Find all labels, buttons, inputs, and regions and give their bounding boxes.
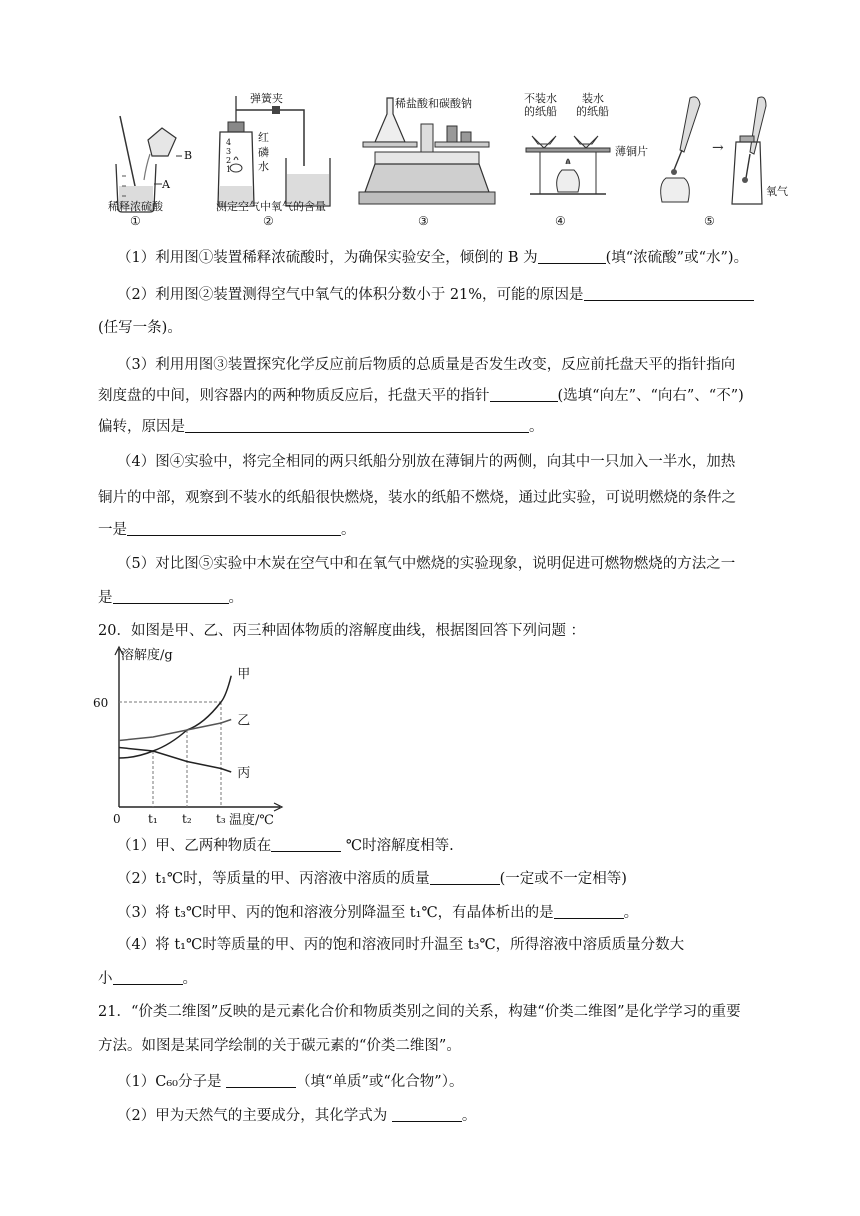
fig4-plate-label: 薄铜片 [615,145,648,158]
q19-item-4-cont: 铜片的中部，观察到不装水的纸船很快燃烧，装水的纸船不燃烧，通过此实验，可说明燃烧的条件之 [98,490,736,506]
figure-1-dilution [110,116,193,236]
answer-blank[interactable] [430,868,500,885]
x-axis-label: 温度/℃ [229,813,274,828]
series-label-丙: 丙 [237,766,251,781]
figure-3-balance [355,94,500,214]
fig2-caption: 测定空气中氧气的含量 [216,200,326,213]
q19-item-4: （4）图④实验中，将完全相同的两只纸船分别放在薄铜片的两侧，向其中一只加入一半水，加热 [117,454,736,470]
fig2-tick: 1 [226,165,232,174]
answer-blank[interactable] [127,519,341,536]
fig5-oxygen-label: 氧气 [766,185,788,198]
q20-stem: 20．如图是甲、乙、丙三种固体物质的溶解度曲线，根据图回答下列问题 ： [98,623,586,639]
x-tick-t2: t₂ [182,812,192,826]
y-tick-60: 60 [93,696,109,710]
x-tick-0: 0 [113,812,121,826]
figure-2-oxygen-measure [212,96,342,216]
answer-blank[interactable] [113,968,183,985]
fig2-clip-label: 弹簧夹 [250,92,283,105]
fig2-water-label: 水 [258,160,269,173]
q20-item-2: （2）t₁℃时，等质量的甲、丙溶液中溶质的质量 (一定或不一定相等) [117,868,627,889]
answer-blank[interactable] [226,1071,296,1088]
q19-item-3: （3）利用用图③装置探究化学反应前后物质的总质量是否发生改变，反应前托盘天平的指针指向 [117,357,736,373]
fig2-ticks [226,138,231,174]
q19-item-4-cont2: 一是 。 [98,519,356,540]
q19-item-3-reason: 偏转，原因是 。 [98,416,544,437]
fig3-number: ③ [418,214,429,228]
series-line-乙 [119,720,231,741]
answer-blank[interactable] [113,587,229,604]
q20-item-4: （4）将 t₁℃时等质量的甲、丙的饱和溶液同时升温至 t₃℃，所得溶液中溶质质量分数大 [117,937,685,953]
q19-item-2-cont: (任写一条)。 [98,320,182,336]
answer-blank[interactable] [185,416,529,433]
fig4-number: ④ [555,214,566,228]
q21-item-1: （1）C₆₀分子是 （填“单质”或“化合物”）。 [117,1071,463,1092]
fig2-tick: 3 [226,147,232,156]
q20-item-4-cont: 小 。 [98,968,197,989]
series-label-乙: 乙 [237,713,251,729]
q19-item-2: （2）利用图②装置测得空气中氧气的体积分数小于 21%，可能的原因是 [117,284,754,305]
answer-blank[interactable] [554,902,624,919]
fig1-caption: 稀释浓硫酸 [108,200,163,213]
series-label-甲: 甲 [237,666,251,682]
svg-text:→: → [712,140,724,156]
fig4-right-label-a: 装水 [582,92,604,105]
answer-blank[interactable] [584,284,754,301]
fig4-left-label-b: 的纸船 [524,105,557,118]
x-tick-t1: t₁ [148,812,158,826]
fig2-p-label: 磷 [258,146,269,159]
q19-item-5: （5）对比图⑤实验中木炭在空气中和在氧气中燃烧的实验现象，说明促进可燃物燃烧的方法之一 [117,556,736,572]
fig2-number: ② [263,214,274,228]
q21-stem-1: 21．“价类二维图”反映的是元素化合价和物质类别之间的关系，构建“价类二维图”是化学学习的重要 [98,1004,741,1020]
fig1-label-b: B [184,149,193,162]
figure-4-paper-boats [520,105,630,218]
y-axis-label: 溶解度/g [121,648,173,663]
fig2-red-label: 红 [258,131,269,144]
x-tick-t3: t₃ [216,812,226,826]
fig3-label: 稀盐酸和碳酸钠 [395,97,472,110]
answer-blank[interactable] [392,1105,462,1122]
q21-stem-2: 方法。如图是某同学绘制的关于碳元素的“价类二维图”。 [98,1038,461,1054]
q19-item-5-cont: 是 。 [98,587,243,608]
q19-item-3-cont: 刻度盘的中间，则容器内的两种物质反应后，托盘天平的指针 (选填“向左”、“向右”、“不”) [98,385,744,406]
series-line-甲 [119,676,231,758]
q20-item-3: （3）将 t₃℃时甲、丙的饱和溶液分别降温至 t₁℃，有晶体析出的是 。 [117,902,638,923]
q20-item-1: （1）甲、乙两种物质在 ℃时溶解度相等. [117,835,454,856]
answer-blank[interactable] [538,247,606,264]
fig2-tick: 2 [226,156,232,165]
fig1-number: ① [130,214,141,228]
answer-blank[interactable] [271,835,341,852]
solubility-chart [93,645,305,828]
fig2-tick: 4 [226,138,232,147]
fig4-right-label-b: 的纸船 [576,105,609,118]
answer-blank[interactable] [490,385,558,402]
fig1-label-a: A [162,178,170,191]
series-line-丙 [119,748,231,773]
fig5-number: ⑤ [704,214,715,228]
q21-item-2: （2）甲为天然气的主要成分，其化学式为 。 [117,1105,476,1126]
figure-row [100,88,800,233]
q19-item-1: （1）利用图①装置稀释浓硫酸时，为确保实验安全，倾倒的 B 为 (填“浓硫酸”或“水”)。 [117,247,748,268]
fig4-left-label-a: 不装水 [524,92,557,105]
